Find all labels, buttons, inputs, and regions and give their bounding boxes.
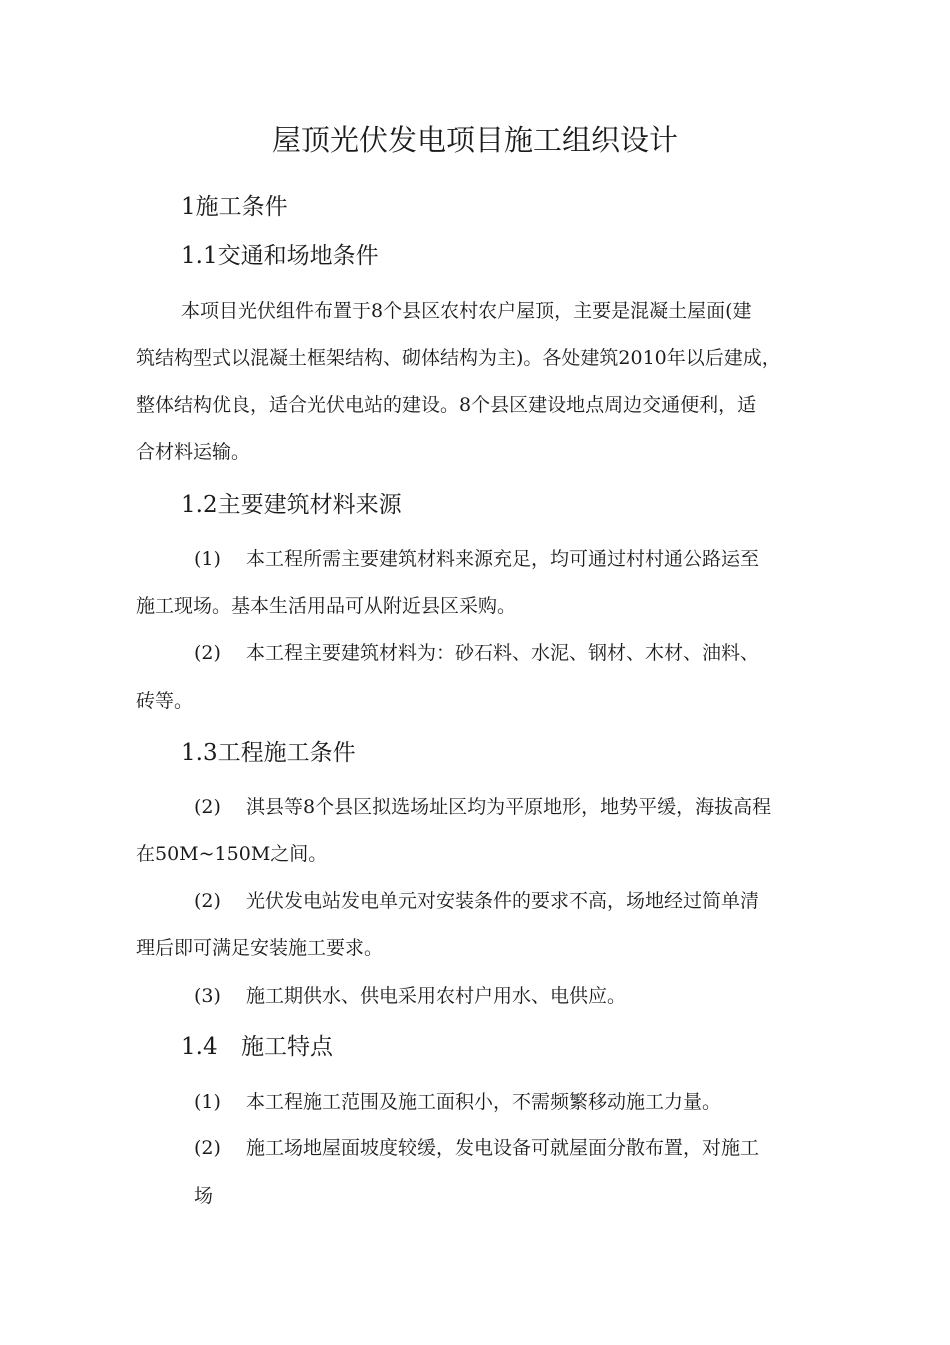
item-number: (2) (194, 890, 221, 912)
list-item-continuation: 理后即可满足安装施工要求。 (136, 937, 384, 959)
section-heading-1-1: 1.1交通和场地条件 (181, 243, 379, 269)
item-text: 施工期供水、供电采用农村户用水、电供应。 (246, 985, 627, 1007)
section-heading-1-4 (181, 1028, 333, 1061)
paragraph-line: 本项目光伏组件布置于8个县区农村农户屋顶，主要是混凝土屋面(建 (181, 300, 752, 322)
item-number: (2) (194, 796, 221, 818)
paragraph-line: 筑结构型式以混凝土框架结构、砌体结构为主)。各处建筑2010年以后建成， (136, 347, 781, 369)
section-heading-1-3: 1.3工程施工条件 (181, 740, 356, 766)
item-text: 本工程施工范围及施工面积小，不需频繁移动施工力量。 (246, 1091, 722, 1113)
item-text: 本工程主要建筑材料为：砂石料、水泥、钢材、木材、油料、 (246, 642, 760, 664)
section-heading-1: 1施工条件 (181, 194, 288, 220)
item-number: (3) (194, 985, 221, 1007)
section-heading-1-2: 1.2主要建筑材料来源 (181, 492, 402, 518)
list-item (194, 886, 759, 913)
item-text: 施工场地屋面坡度较缓，发电设备可就屋面分散布置，对施工 (246, 1137, 760, 1159)
list-item-continuation: 场 (194, 1185, 214, 1207)
list-item (194, 1087, 721, 1114)
heading-text: 施工特点 (241, 1034, 333, 1060)
item-text: 淇县等8个县区拟选场址区均为平原地形，地势平缓，海拔高程 (246, 796, 772, 818)
item-text: 光伏发电站发电单元对安装条件的要求不高，场地经过简单清 (246, 890, 760, 912)
item-text: 本工程所需主要建筑材料来源充足，均可通过村村通公路运至 (246, 548, 760, 570)
item-number: (2) (194, 1137, 221, 1159)
list-item (194, 981, 626, 1008)
paragraph-line: 合材料运输。 (136, 441, 251, 463)
list-item-continuation: 砖等。 (136, 690, 194, 712)
item-number: (1) (194, 548, 221, 570)
paragraph-line: 整体结构优良，适合光伏电站的建设。8个县区建设地点周边交通便利，适 (136, 394, 757, 416)
list-item (194, 544, 759, 571)
heading-number: 1.4 (181, 1034, 218, 1060)
list-item-continuation: 施工现场。基本生活用品可从附近县区采购。 (136, 595, 517, 617)
list-item (194, 1133, 759, 1160)
document-title: 屋顶光伏发电项目施工组织设计 (271, 123, 678, 157)
list-item-continuation: 在50M~150M之间。 (136, 843, 328, 865)
item-number: (2) (194, 642, 221, 664)
item-number: (1) (194, 1091, 221, 1113)
list-item (194, 638, 759, 665)
list-item (194, 792, 771, 819)
